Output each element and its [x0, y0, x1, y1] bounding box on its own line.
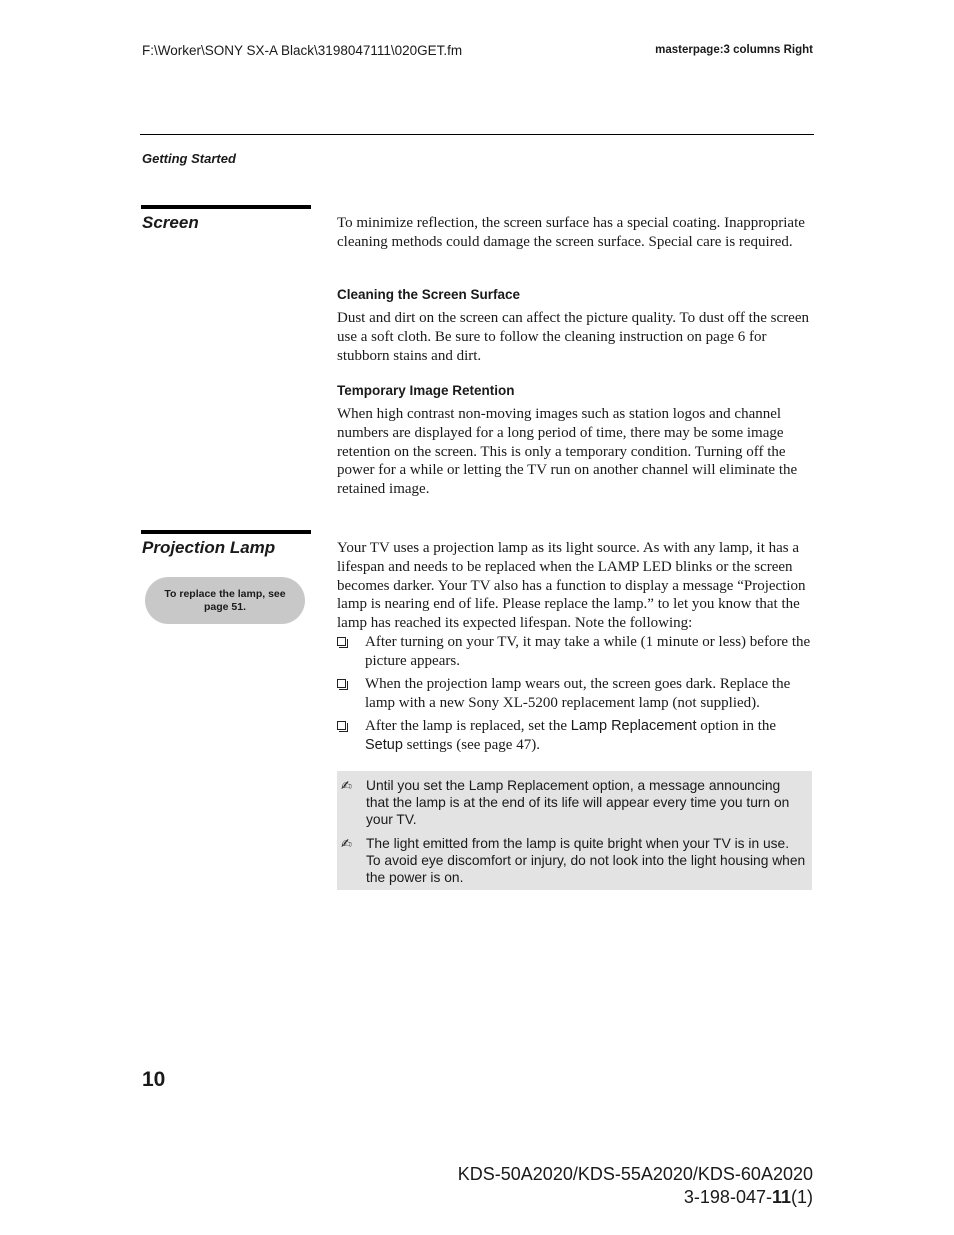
model-footer [400, 1163, 813, 1209]
note-item: ✍ Until you set the Lamp Replacement option, a message announcing that the lamp is at the end of its life will appear every time you turn on your TV. [341, 778, 790, 827]
setup-term: Setup [365, 736, 403, 753]
masterpage-label: masterpage:3 columns Right [655, 44, 813, 56]
note-pencil-icon: ✍ [341, 836, 352, 851]
cleaning-heading: Cleaning the Screen Surface [337, 287, 521, 302]
lamp-bullet-list [337, 633, 813, 759]
section-label: Getting Started [142, 151, 236, 166]
note-item: ✍ The light emitted from the lamp is quite bright when your TV is in use. To avoid eye discomfort or injury, do not look into the light housing when the power is on. [341, 836, 806, 885]
page-number: 10 [142, 1068, 166, 1091]
retention-text: When high contrast non-moving images such as station logos and channel numbers are displayed for a long period of time, there may be some image retention on the screen. This is only a temporary condition. Turning off the power for a while or letting the TV run on another channel will eliminate the retained image. [337, 406, 798, 498]
retention-heading: Temporary Image Retention [337, 383, 515, 398]
header-rule [140, 134, 814, 135]
lamp-heading-rule [141, 530, 311, 534]
list-item: When the projection lamp wears out, the screen goes dark. Replace the lamp with a new Sony XL-5200 replacement lamp (not supplied). [337, 675, 813, 713]
checkbox-bullet-icon [337, 721, 346, 730]
file-path: F:\Worker\SONY SX-A Black\3198047111\020GET.fm [142, 43, 463, 58]
lamp-intro: Your TV uses a projection lamp as its light source. As with any lamp, it has a lifespan and needs to be replaced when the LAMP LED blinks or the screen becomes darker. Your TV also has a function to display a message “Projection lamp is nearing end of life. Please replace the lamp.” to let you know that the lamp has reached its expected lifespan. Note the following: [337, 540, 806, 632]
note-pencil-icon: ✍ [341, 778, 352, 793]
document-code: 3-198-047-11(1) [683, 1187, 813, 1207]
lamp-replacement-term: Lamp Replacement [570, 718, 697, 735]
lamp-heading: Projection Lamp [142, 538, 276, 557]
checkbox-bullet-icon [337, 637, 346, 646]
checkbox-bullet-icon [337, 679, 346, 688]
side-note-lamp-reference [145, 577, 305, 624]
screen-heading: Screen [142, 213, 199, 232]
list-item: After the lamp is replaced, set the Lamp Replacement option in the Setup settings (see page 47). [337, 717, 813, 755]
model-numbers: KDS-50A2020/KDS-55A2020/KDS-60A2020 [457, 1164, 813, 1184]
screen-intro: To minimize reflection, the screen surface has a special coating. Inappropriate cleaning methods could damage the screen surface. Special care is required. [337, 215, 805, 250]
note-box [337, 771, 812, 890]
side-note-text: To replace the lamp, see page 51. [164, 587, 286, 613]
screen-heading-rule [141, 205, 311, 209]
cleaning-text: Dust and dirt on the screen can affect the picture quality. To dust off the screen use a soft cloth. Be sure to follow the cleaning instruction on page 6 for stubborn stains and dirt. [337, 310, 809, 364]
list-item: After turning on your TV, it may take a while (1 minute or less) before the picture appears. [337, 633, 813, 671]
